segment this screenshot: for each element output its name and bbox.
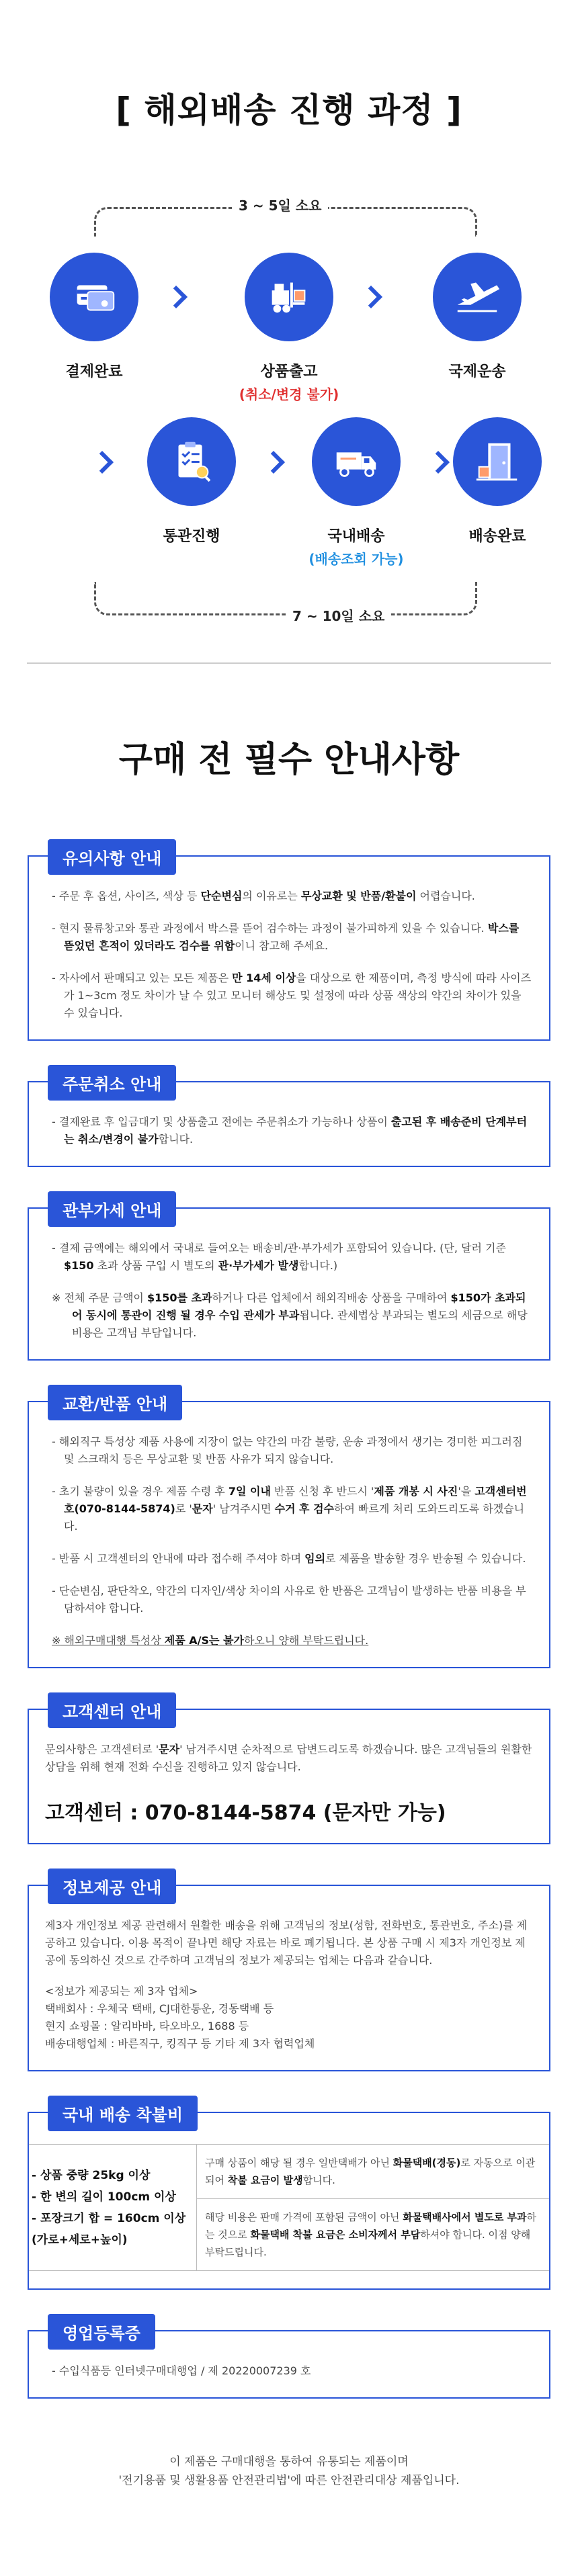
shipping-note: 구매 상품이 해당 될 경우 일반택배가 아닌 화물택배(경동)로 자동으로 이관되어 착불 요금이 발생합니다.: [205, 2157, 536, 2186]
shipping-condition: - 한 변의 길이 100cm 이상: [32, 2190, 176, 2204]
shipping-notes: [197, 2145, 549, 2270]
shipping-note: 해당 비용은 판매 가격에 포함된 금액이 아닌 화물택배사에서 별도로 부과하는 것으로 화물택배 착불 요금은 소비자께서 부담하셔야 합니다. 이점 양해 부탁드립니다.: [197, 2198, 549, 2270]
step-completed: [423, 417, 571, 546]
shipping-tag: 국내 배송 착불비: [48, 2096, 198, 2131]
cancel-box: [28, 1075, 550, 1167]
privacy-list-item: 택배회사 : 우체국 택배, CJ대한통운, 경동택배 등: [45, 2002, 274, 2015]
forklift-icon: [245, 253, 333, 341]
delivery-truck-icon: [312, 417, 401, 506]
business-box: [28, 2324, 550, 2399]
exchange-item: - 초기 불량이 있을 경우 제품 수령 후 7일 이내 반품 신청 후 반드시 '제품 개봉 시 사진'을 고객센터번호(070-8144-5874)로 '문자' 남겨주시면 수거 후 검수하여 빠르게 처리 도와드리도록 하겠습니다.: [52, 1485, 527, 1533]
tax-tag: 관부가세 안내: [48, 1191, 176, 1227]
caution-item: - 주문 후 옵션, 사이즈, 색상 등 단순변심의 이유로는 무상교환 및 반품/환불이 어렵습니다.: [52, 890, 475, 902]
shipping-condition: - 상품 중량 25kg 이상: [32, 2169, 151, 2182]
chevron-right-icon: [360, 286, 382, 308]
info-title: 구매 전 필수 안내사항: [118, 740, 460, 780]
shipping-table: [29, 2144, 549, 2271]
step-label: 통관진행: [163, 528, 220, 545]
privacy-text: 제3자 개인정보 제공 관련해서 원활한 배송을 위해 고객님의 정보(성함, 전화번호, 통관번호, 주소)를 제공하고 있습니다. 이용 목적이 끝나면 해당 자료는 바로 폐기됩니다. 본 상품 구매 시 제3자 개인정보 제공에 동의하신 것으로 간주하며 고객님의 정보가 제공되는 업체는 다음과 같습니다.: [45, 1919, 528, 1967]
page: [0, 83, 578, 2530]
step-sub-label: (배송조회 가능): [308, 551, 404, 567]
business-tag: 영업등록증: [48, 2314, 155, 2350]
process-title: [ 해외배송 진행 과정 ]: [116, 91, 462, 130]
business-item: - 수입식품등 인터넷구매대행업 / 제 20220007239 호: [52, 2364, 311, 2377]
caution-item: - 현지 물류창고와 통관 과정에서 박스를 뜯어 검수하는 과정이 불가피하게 있을 수 있습니다. 박스를 뜯었던 흔적이 있더라도 검수를 위함이니 참고해 주세요.: [52, 922, 520, 952]
caution-tag: 유의사항 안내: [48, 839, 176, 875]
step-label: 국내배송: [327, 528, 385, 545]
support-phone: 고객센터 : 070-8144-5874 (문자만 가능): [45, 1801, 446, 1825]
bottom-days-label: 7 ~ 10일 소요: [286, 605, 391, 625]
step-label: 상품출고: [260, 363, 318, 380]
caution-item: - 자사에서 판매되고 있는 모든 제품은 만 14세 이상을 대상으로 한 제품이며, 측정 방식에 따라 사이즈가 1~3cm 정도 차이가 날 수 있고 모니터 해상도 및 설정에 따라 상품 색상의 약간의 차이가 있을 수 있습니다.: [52, 972, 532, 1019]
tax-item: - 결제 금액에는 해외에서 국내로 들여오는 배송비/관·부가세가 포함되어 있습니다. (단, 달러 기준 $150 초과 상품 구입 시 별도의 관·부가세가 발생합니다.): [52, 1242, 506, 1272]
step-sub-label: (취소/변경 불가): [239, 386, 339, 402]
cancel-tag: 주문취소 안내: [48, 1065, 176, 1101]
chevron-right-icon: [91, 451, 114, 474]
chevron-right-icon: [165, 286, 188, 308]
step-customs: [118, 417, 265, 546]
customs-clipboard-icon: [147, 417, 236, 506]
process-diagram: [0, 152, 578, 662]
footer-notice: [0, 2452, 578, 2530]
airplane-icon: [433, 253, 522, 341]
footer-line: 이 제품은 구매대행을 통하여 유통되는 제품이며: [169, 2455, 409, 2468]
step-payment: [20, 253, 168, 381]
door-delivered-icon: [453, 417, 542, 506]
card-payment-icon: [50, 253, 138, 341]
step-domestic: [282, 417, 430, 568]
section-divider: [27, 662, 551, 664]
exchange-item: - 반품 시 고객센터의 안내에 따라 접수해 주셔야 하며 임의로 제품을 발송할 경우 반송될 수 있습니다.: [52, 1552, 526, 1565]
step-shipment-out: [215, 253, 363, 403]
caution-box: [28, 849, 550, 1041]
support-text: 문의사항은 고객센터로 '문자' 남겨주시면 순차적으로 답변드리도록 하겠습니다. 많은 고객님들의 원활한 상담을 위해 현재 전화 수신을 진행하고 있지 않습니다.: [45, 1743, 532, 1773]
tax-item: ※ 전체 주문 금액이 $150를 초과하거나 다른 업체에서 해외직배송 상품을 구매하여 $150가 초과되어 동시에 통관이 진행 될 경우 수입 관세가 부과됩니다. 관세법상 부과되는 별도의 세금으로 해당 비용은 고객님 부담입니다.: [52, 1291, 528, 1339]
support-tag: 고객센터 안내: [48, 1692, 176, 1728]
exchange-tag: 교환/반품 안내: [48, 1385, 182, 1420]
top-days-label: 3 ~ 5일 소요: [232, 195, 328, 214]
exchange-box: [28, 1395, 550, 1668]
step-label: 국제운송: [448, 363, 506, 380]
exchange-item: ※ 해외구매대행 특성상 제품 A/S는 불가하오니 양해 부탁드립니다.: [52, 1634, 369, 1647]
cancel-item: - 결제완료 후 입금대기 및 상품출고 전에는 주문취소가 가능하나 상품이 출고된 후 배송준비 단계부터는 취소/변경이 불가합니다.: [52, 1115, 528, 1146]
step-international: [403, 253, 551, 381]
chevron-right-icon: [262, 451, 285, 474]
footer-line: '전기용품 및 생활용품 안전관리법'에 따른 안전관리대상 제품입니다.: [118, 2474, 460, 2487]
privacy-tag: 정보제공 안내: [48, 1869, 176, 1904]
privacy-list-item: 배송대행업체 : 바른직구, 킹직구 등 기타 제 3자 협력업체: [45, 2037, 315, 2050]
exchange-item: - 해외직구 특성상 제품 사용에 지장이 없는 약간의 마감 불량, 운송 과정에서 생기는 경미한 피그러짐 및 스크래치 등은 무상교환 및 반품 사유가 되지 않습니다.: [52, 1435, 523, 1465]
step-label: 결제완료: [65, 363, 123, 380]
shipping-condition: - 포장크기 합 = 160cm 이상: [32, 2212, 186, 2225]
support-box: [28, 1703, 550, 1844]
step-label: 배송완료: [468, 528, 526, 545]
privacy-heading: <정보가 제공되는 제 3자 업체>: [45, 1985, 198, 1998]
shipping-conditions: [29, 2145, 197, 2270]
privacy-box: [28, 1879, 550, 2071]
tax-box: [28, 1201, 550, 1361]
shipping-condition: (가로+세로+높이): [32, 2233, 128, 2247]
shipping-box: [28, 2106, 550, 2290]
privacy-list-item: 현지 쇼핑몰 : 알리바바, 타오바오, 1688 등: [45, 2020, 249, 2032]
exchange-item: - 단순변심, 판단착오, 약간의 디자인/색상 차이의 사유로 한 반품은 고객님이 발생하는 반품 비용을 부담하셔야 합니다.: [52, 1584, 526, 1615]
